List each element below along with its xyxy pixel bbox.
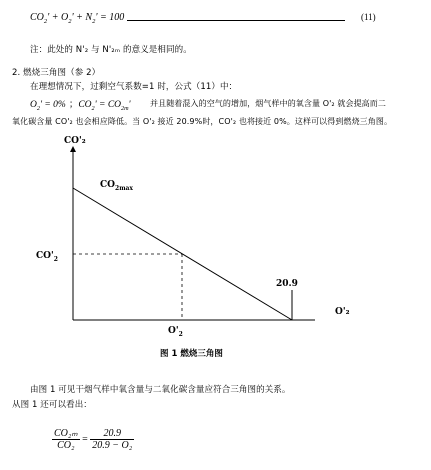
label-co2-prime-sub: 2 — [53, 256, 58, 263]
label-o2-prime — [168, 326, 183, 338]
label-co2max — [100, 180, 133, 192]
condition-formula-content: $O_2' = 0\%$ ；$CO_2' = CO_{2m}'$ — [30, 99, 131, 112]
y-axis-label — [64, 136, 86, 146]
x-axis-label — [335, 307, 350, 317]
label-co2-prime-main: CO' — [36, 251, 54, 261]
label-o2-prime-main: O' — [168, 326, 179, 336]
equation-tag: (11) — [361, 12, 376, 22]
fraction-right-numerator: 20.9 — [90, 428, 134, 440]
y-axis-label-text: CO'₂ — [64, 136, 86, 146]
x-axis-label-text: O'₂ — [335, 307, 350, 317]
fraction-left-denominator: CO₂ — [57, 440, 75, 451]
section-heading-text: 2. 燃烧三角图（参 2） — [12, 68, 101, 78]
note-text-content: 注：此处的 N'₂ 与 N'₂ₘ 的意义是相同的。 — [30, 45, 192, 55]
final-formula — [52, 428, 134, 451]
label-co2max-sub: 2max — [115, 185, 134, 192]
after-line2-text: 从图 1 还可以看出： — [12, 400, 92, 410]
label-20-9 — [276, 279, 298, 289]
after-line1 — [30, 383, 291, 395]
equals-sign: = — [82, 433, 88, 445]
label-co2-prime — [36, 251, 58, 263]
after-line2 — [12, 398, 92, 410]
fraction-right-denominator: 20.9 − O₂ — [92, 440, 133, 451]
fraction-left — [52, 428, 80, 451]
figure-caption-text: 图 1 燃烧三角图 — [160, 349, 223, 359]
label-o2-prime-sub: 2 — [178, 331, 183, 338]
figure-caption — [160, 348, 223, 359]
section-text-line2-content: 氧化碳含量 CO'₂ 也会相应降低。当 O'₂ 接近 20.9%时，CO'₂ 也将接近 0%。这样可以得到燃烧三角图。 — [12, 117, 393, 126]
equation-lhs: $CO_2' + O_2' + N_2' = 100$ — [30, 12, 125, 25]
label-co2max-main: CO — [100, 180, 116, 190]
y-axis-arrow — [70, 146, 76, 152]
fraction-left-numerator: CO₂ₘ — [54, 428, 78, 439]
section-text-line1-content: 并且随着混入的空气的增加，烟气样中的氧含量 O'₂ 就会提高而二 — [150, 99, 386, 108]
after-line1-text: 由图 1 可见干烟气样中氧含量与二氧化碳含量应符合三角图的关系。 — [30, 385, 291, 395]
fraction-right — [90, 428, 134, 451]
section-intro-text: 在理想情况下，过剩空气系数=1 时，公式（11）中： — [30, 82, 238, 92]
label-20-9-text: 20.9 — [276, 279, 298, 289]
